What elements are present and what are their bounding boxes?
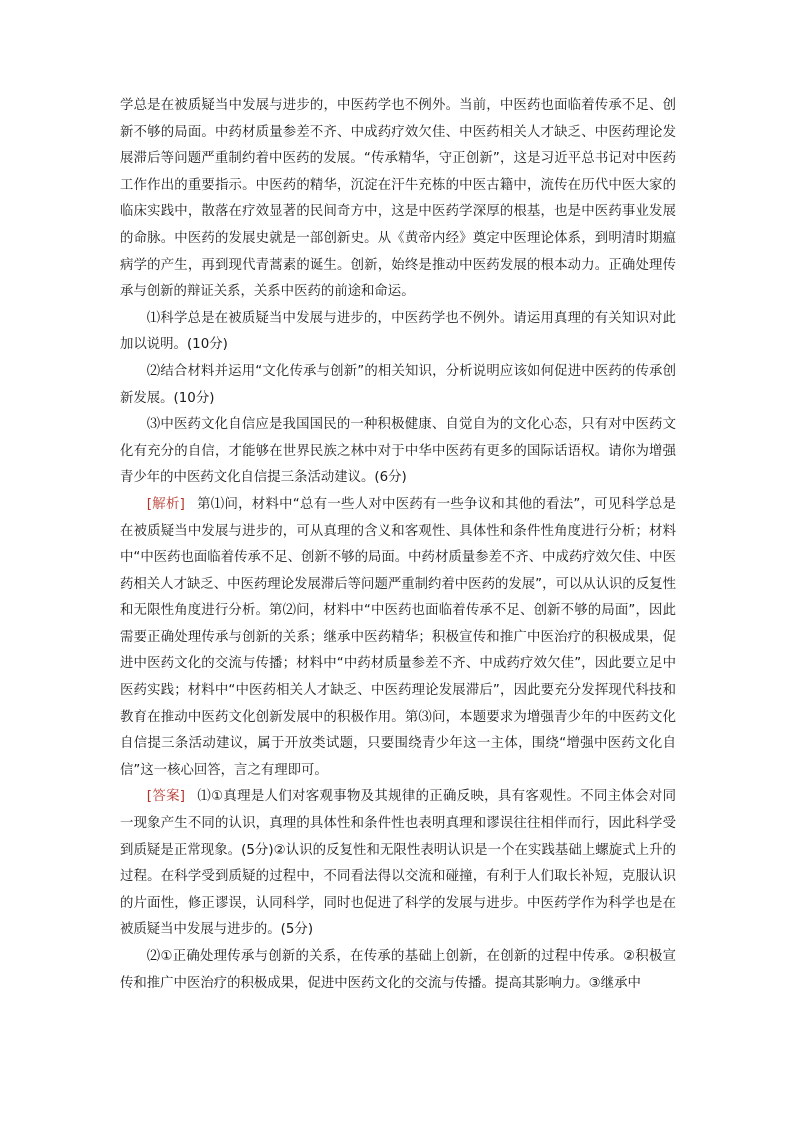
analysis-text: 第⑴问，材料中“总有一些人对中医药有一些争议和其他的看法”，可见科学总是在被质疑当中发展与进步的，可从真理的含义和客观性、具体性和条件性角度进行分析；材料中“中医药也面临着传承不足、创新不够的局面。中药材质量参差不齐、中成药疗效欠佳、中医药相关人才缺乏、中医药理论发展滞后等问题严重制约着中医药的发展”，可以从认识的反复性和无限性角度进行分析。第⑵问，材料中“中医药也面临着传承不足、创新不够的局面”，因此需要正确处理传承与创新的关系；继承中医药精华；积极宣传和推广中医治疗的积极成果，促进中医药文化的交流与传播；材料中“中药材质量参差不齐、中成药疗效欠佳”，因此要立足中医药实践；材料中“中医药相关人才缺乏、中医药理论发展滞后”，因此要充分发挥现代科技和教育在推动中医药文化创新发展中的积极作用。第⑶问，本题要求为增强青少年的中医药文化自信提三条活动建议，属于开放类试题，只要围绕青少年这一主体，围绕“增强中医药文化自信”这一核心回答，言之有理即可。 xyxy=(120,496,676,778)
answer-part-2: ⑵①正确处理传承与创新的关系，在传承的基础上创新，在创新的过程中传承。②积极宣传和推广中医治疗的积极成果，促进中医药文化的交流与传播。提高其影响力。③继承中 xyxy=(120,949,676,991)
question-1: ⑴科学总是在被质疑当中发展与进步的，中医药学也不例外。请运用真理的有关知识对此加以说明。(10分) xyxy=(120,310,676,353)
answer-part-1: ⑴①真理是人们对客观事物及其规律的正确反映，具有客观性。不同主体会对同一现象产生不同的认识，真理的具体性和条件性也表明真理和谬误往往相伴而行，因此科学受到质疑是正常现象。(5分)②认识的反复性和无限性表明认识是一个在实践基础上螺旋式上升的过程。在科学受到质疑的过程中，不同看法得以交流和碰撞，有利于人们取长补短，克服认识的片面性，修正谬误，认同科学，同时也促进了科学的发展与进步。中医药学作为科学也是在被质疑当中发展与进步的。(5分) xyxy=(120,789,676,938)
answer-tag: [答案] xyxy=(146,789,186,805)
document-page xyxy=(120,93,676,997)
question-2: ⑵结合材料并运用“文化传承与创新”的相关知识，分析说明应该如何促进中医药的传承创新发展。(10分) xyxy=(120,363,676,406)
question-3: ⑶中医药文化自信应是我国国民的一种积极健康、自觉自为的文化心态，只有对中医药文化有充分的自信，才能够在世界民族之林中对于中华中医药有更多的国际话语权。请你为增强青少年的中医药文化自信提三条活动建议。(6分) xyxy=(120,417,676,486)
analysis-tag: [解析] xyxy=(146,496,185,512)
analysis-block xyxy=(120,492,676,785)
answer-block xyxy=(120,784,676,944)
material-paragraph: 学总是在被质疑当中发展与进步的，中医药学也不例外。当前，中医药也面临着传承不足、创新不够的局面。中药材质量参差不齐、中成药疗效欠佳、中医药相关人才缺乏、中医药理论发展滞后等问题严重制约着中医药的发展。“传承精华，守正创新”，这是习近平总书记对中医药工作作出的重要指示。中医药的精华，沉淀在汗牛充栋的中医古籍中，流传在历代中医大家的临床实践中，散落在疗效显著的民间奇方中，这是中医药学深厚的根基，也是中医药事业发展的命脉。中医药的发展史就是一部创新史。从《黄帝内经》奠定中医理论体系，到明清时期瘟病学的产生，再到现代青蒿素的诞生。创新，始终是推动中医药发展的根本动力。正确处理传承与创新的辩证关系，关系中医药的前途和命运。 xyxy=(120,98,676,300)
